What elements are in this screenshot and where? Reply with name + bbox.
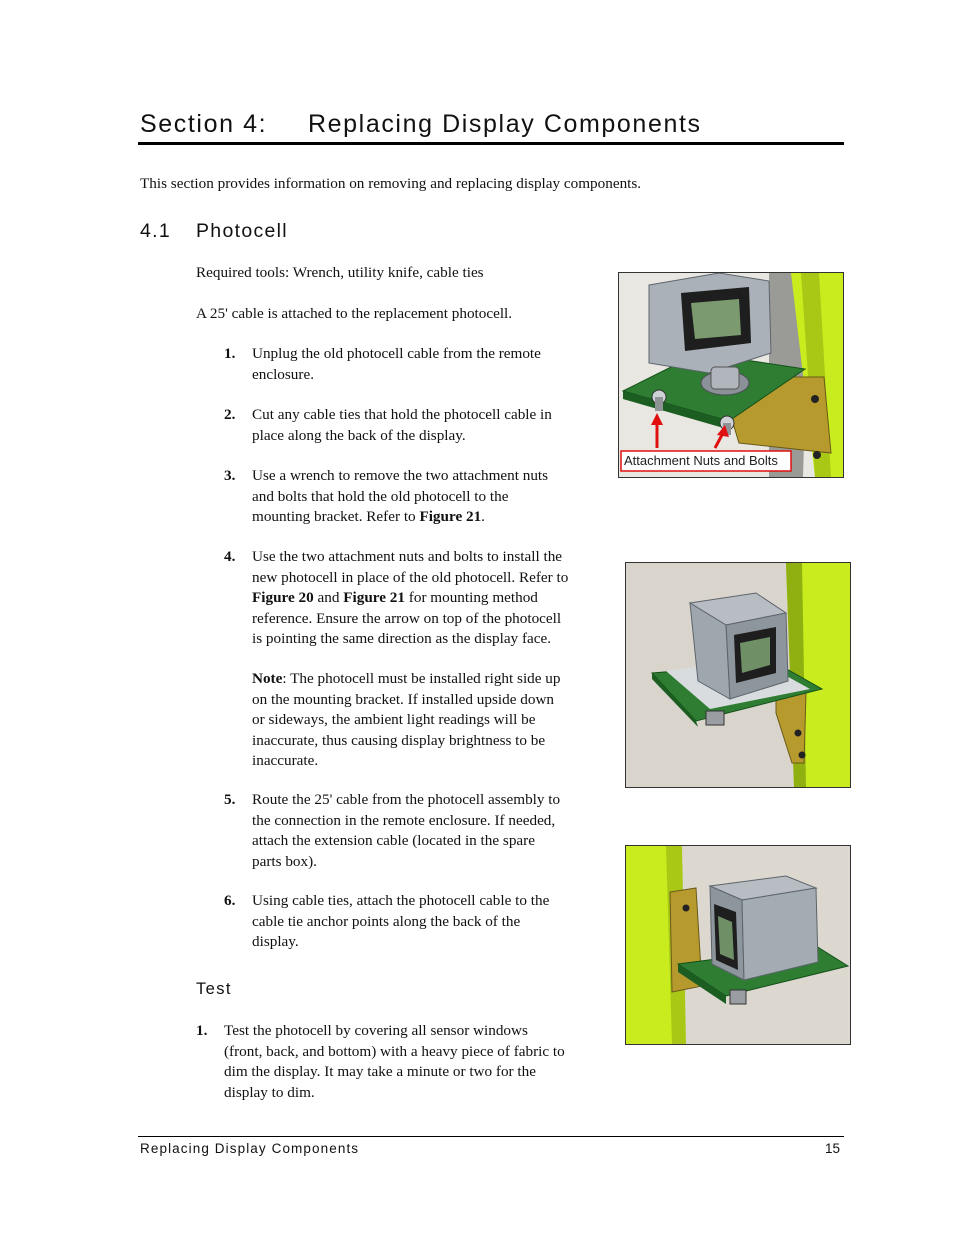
figure-reference: Figure 21 — [419, 508, 482, 525]
section-heading — [140, 110, 702, 139]
step-text — [252, 891, 549, 953]
step-text — [252, 344, 541, 385]
note-line: : The photocell must be installed right side up — [282, 670, 561, 687]
step-number: 6. — [224, 892, 236, 909]
callout-label: Attachment Nuts and Bolts — [624, 453, 778, 468]
step-text — [252, 790, 560, 872]
photocell-side-figure — [625, 845, 851, 1045]
step-line: cable tie anchor points along the back of the — [252, 912, 521, 930]
note-line: or sideways, the ambient light readings will be — [252, 711, 536, 728]
section-title: Replacing Display Components — [308, 110, 702, 138]
footer-rule — [138, 1136, 844, 1137]
section-number: Section 4: — [140, 110, 268, 138]
step-line: parts box). — [252, 852, 317, 870]
step-line: is pointing the same direction as the display face. — [252, 630, 552, 647]
step-text — [252, 466, 548, 528]
step-5 — [224, 790, 614, 874]
step-text — [252, 405, 552, 446]
step-line: Use the two attachment nuts and bolts to install the — [252, 548, 563, 565]
step-line: new photocell in place of the old photocell. Refer to — [252, 568, 569, 586]
figure-reference: Figure 21 — [343, 589, 405, 606]
photocell-side-illustration — [626, 846, 850, 1044]
note-block — [252, 669, 561, 772]
photocell-bottom-figure — [618, 272, 844, 478]
step-6 — [224, 891, 614, 954]
step-line: for mounting method — [405, 589, 538, 606]
photocell-bottom-illustration — [619, 273, 843, 477]
intro-paragraph: This section provides information on removing and replacing display components. — [140, 175, 642, 192]
subsection-number: 4.1 — [140, 220, 172, 242]
step-line: display. — [252, 933, 299, 950]
step-line: (front, back, and bottom) with a heavy piece of fabric to — [224, 1042, 565, 1060]
page-number: 15 — [825, 1141, 841, 1156]
step-line: Route the 25' cable from the photocell assembly to — [252, 791, 561, 808]
step-line: attach the extension cable (located in the spare — [252, 832, 535, 849]
section-heading-rule — [138, 142, 844, 145]
step-line: the connection in the remote enclosure. If needed, — [252, 811, 556, 829]
step-3 — [224, 466, 594, 529]
note-line: inaccurate, thus causing display brightness to be — [252, 731, 546, 749]
note-line: inaccurate. — [252, 752, 319, 769]
step-line: reference. Ensure the arrow on top of the photocell — [252, 609, 562, 627]
step-line: mounting bracket. Refer to — [252, 508, 420, 525]
photocell-installed-illustration — [626, 563, 850, 787]
figure-reference: Figure 20 — [252, 589, 314, 606]
step-4 — [224, 547, 614, 651]
step-text — [252, 547, 568, 650]
step-line: enclosure. — [252, 365, 314, 383]
required-tools: Required tools: Wrench, utility knife, cable ties — [196, 264, 484, 281]
step-line: and bolts that hold the old photocell to the — [252, 487, 509, 505]
step-line: Use a wrench to remove the two attachment nuts — [252, 467, 549, 484]
step-number: 4. — [224, 548, 236, 565]
step-line-end: . — [481, 508, 485, 525]
step-number: 5. — [224, 791, 236, 808]
step-number: 1. — [224, 345, 236, 362]
step-line: and — [313, 589, 344, 606]
step-line: place along the back of the display. — [252, 426, 466, 444]
step-number: 3. — [224, 467, 236, 484]
step-line: display to dim. — [224, 1083, 315, 1101]
photocell-installed-figure — [625, 562, 851, 788]
cable-note: A 25' cable is attached to the replacement photocell. — [196, 305, 513, 322]
step-line: dim the display. It may take a minute or two for the — [224, 1063, 536, 1080]
note-label: Note — [252, 670, 283, 687]
step-line: Using cable ties, attach the photocell cable to the — [252, 892, 550, 909]
step-line: Unplug the old photocell cable from the remote — [252, 345, 541, 362]
step-2 — [224, 405, 594, 447]
step-line: Cut any cable ties that hold the photocell cable in — [252, 406, 552, 423]
footer-section-title: Replacing Display Components — [140, 1141, 360, 1156]
step-number: 2. — [224, 406, 236, 423]
test-step-1 — [196, 1021, 616, 1105]
step-1 — [224, 344, 594, 386]
step-text — [224, 1021, 565, 1103]
test-heading: Test — [196, 980, 232, 998]
note-line: on the mounting bracket. If installed upside down — [252, 690, 554, 708]
subsection-heading — [140, 220, 288, 243]
step-number: 1. — [196, 1022, 208, 1039]
subsection-title: Photocell — [196, 220, 288, 242]
step-line: Test the photocell by covering all sensor windows — [224, 1022, 528, 1039]
